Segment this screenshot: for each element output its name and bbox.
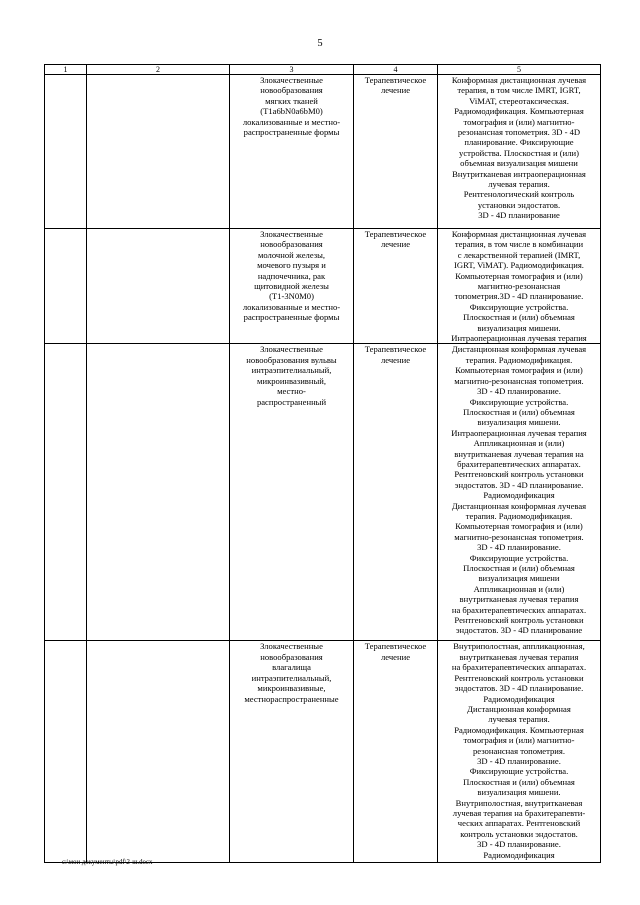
cell-text-line: ViMAT, стереотаксическая. <box>469 95 569 106</box>
cell-text-line: Интраоперационная лучевая терапия <box>451 427 587 438</box>
cell-text-line: Фиксирующие устройства. <box>469 396 569 407</box>
table-row <box>45 641 601 863</box>
cell-text-line: 3D - 4D планирование <box>478 210 560 221</box>
method-cell <box>438 641 601 863</box>
cell-text-line: Компьютерная томография и (или) <box>455 270 583 281</box>
cell-text-line: контроль установки эндостатов. <box>460 828 578 839</box>
cell-text-line: магнитно-резонансная топометрия. <box>454 375 584 386</box>
empty-cell <box>45 344 87 641</box>
cell-text-line: эндостатов. 3D - 4D планирование. <box>454 683 584 694</box>
column-number-row <box>45 65 601 75</box>
treatment-cell <box>354 229 438 344</box>
method-cell <box>438 344 601 641</box>
cell-text-line: Внутриполостная, внутритканевая <box>455 797 583 808</box>
cell-text-line: Конформная дистанционная лучевая <box>451 75 587 85</box>
cell-text-line: терапия. Радиомодификация. <box>465 354 573 365</box>
cell-text-line: Злокачественные <box>260 344 323 355</box>
page-number: 5 <box>317 38 323 49</box>
cell-text-line: Плоскостная и (или) объемная <box>463 776 575 787</box>
cell-text-line: эндостатов. 3D - 4D планирование <box>455 625 583 636</box>
empty-cell <box>87 75 230 229</box>
cell-text-line: Компьютерная томография и (или) <box>455 521 583 532</box>
cell-text-line: щитовидной железы <box>254 281 329 292</box>
cell-text-line: установки эндостатов. <box>477 199 561 210</box>
cell-text-line: локализованные и местно- <box>242 301 341 312</box>
cell-text-line: распространенный <box>256 396 327 407</box>
cell-text-line: местно- <box>277 386 306 397</box>
cell-text-line: Фиксирующие устройства. <box>469 766 569 777</box>
cell-text-line: терапия. Радиомодификация. <box>465 510 573 521</box>
cell-text-line: Аппликационная и (или) <box>473 583 565 594</box>
cell-text-line: терапия, в том числе IMRT, IGRT, <box>457 85 581 96</box>
cell-text-line: резонансная топометрия. <box>473 745 565 756</box>
treatment-cell <box>354 344 438 641</box>
cell-text-line: эндостатов. 3D - 4D планирование. <box>454 479 584 490</box>
column-number-cell: 3 <box>230 65 354 75</box>
column-number-cell: 1 <box>45 65 87 75</box>
table-row <box>45 75 601 229</box>
medical-care-table <box>44 64 601 863</box>
cell-text-line: 3D - 4D планирование. <box>477 839 561 850</box>
cell-text-line: на брахитерапевтических аппаратах. <box>451 604 587 615</box>
cell-text-line: внутритканевая лучевая терапия <box>459 594 579 605</box>
cell-text-line: Злокачественные <box>260 641 323 652</box>
cell-text-line: мочевого пузыря и <box>257 260 326 271</box>
treatment-cell <box>354 641 438 863</box>
cell-text-line: Радиомодификация. Компьютерная <box>454 724 584 735</box>
cell-text-line: новообразования вульвы <box>246 354 337 365</box>
cell-text-line: Терапевтическое <box>364 75 427 85</box>
cell-text-line: с лекарственной терапией (IMRT, <box>457 249 581 260</box>
column-number-cell: 2 <box>87 65 230 75</box>
empty-cell <box>87 229 230 344</box>
cell-text-line: лечение <box>380 239 411 250</box>
cell-text-line: планирование. Фиксирующие <box>464 137 574 148</box>
cell-text-line: ческих аппаратах. Рентгеновский <box>457 818 581 829</box>
empty-cell <box>87 641 230 863</box>
cell-text-line: лучевая терапия. <box>488 714 550 725</box>
cell-text-line: Дистанционная конформная <box>467 703 571 714</box>
disease-cell <box>230 229 354 344</box>
cell-text-line: томография и (или) магнитно- <box>463 116 575 127</box>
cell-text-line: Рентгенологический контроль <box>463 189 575 200</box>
cell-text-line: новообразования <box>260 85 323 96</box>
cell-text-line: 3D - 4D планирование. <box>477 542 561 553</box>
disease-cell <box>230 641 354 863</box>
cell-text-line: Компьютерная томография и (или) <box>455 365 583 376</box>
cell-text-line: брахитерапевтических аппаратах. <box>457 458 581 469</box>
cell-text-line: Радиомодификация. Компьютерная <box>454 106 584 117</box>
cell-text-line: внутритканевая лучевая терапия <box>459 651 579 662</box>
cell-text-line: Рентгеновский контроль установки <box>454 469 584 480</box>
empty-cell <box>45 229 87 344</box>
cell-text-line: лечение <box>380 651 411 662</box>
cell-text-line: Терапевтическое <box>364 344 427 355</box>
cell-text-line: Интраоперационная лучевая терапия <box>451 333 587 344</box>
empty-cell <box>87 344 230 641</box>
cell-text-line: мягких тканей <box>265 95 318 106</box>
cell-text-line: Внутриполостная, аппликационная, <box>453 641 585 652</box>
cell-text-line: Радиомодификация <box>483 849 555 860</box>
cell-text-line: Фиксирующие устройства. <box>469 552 569 563</box>
cell-text-line: (T1-3N0M0) <box>269 291 314 302</box>
cell-text-line: Дистанционная конформная лучевая <box>451 500 587 511</box>
cell-text-line: Радиомодификация <box>483 490 555 501</box>
cell-text-line: новообразования <box>260 239 323 250</box>
cell-text-line: визуализация мишени. <box>477 322 561 333</box>
cell-text-line: Радиомодификация <box>483 693 555 704</box>
cell-text-line: молочной железы, <box>257 249 326 260</box>
cell-text-line: интраэпителиальный, <box>251 365 332 376</box>
cell-text-line: Фиксирующие устройства. <box>469 301 569 312</box>
table-row <box>45 344 601 641</box>
cell-text-line: внутритканевая лучевая терапия на <box>454 448 584 459</box>
cell-text-line: терапия, в том числе в комбинации <box>454 239 584 250</box>
footer-file-path: c:\мои документы\pdf\2-ш.docx <box>62 859 153 866</box>
cell-text-line: объемная визуализация мишени <box>460 158 578 169</box>
cell-text-line: Злокачественные <box>260 75 323 85</box>
cell-text-line: магнитно-резонансная <box>477 281 561 292</box>
cell-text-line: интраэпителиальный, <box>251 672 332 683</box>
cell-text-line: распространенные формы <box>243 312 340 323</box>
cell-text-line: микроинвазивный, <box>257 375 326 386</box>
cell-text-line: распространенные формы <box>243 127 340 138</box>
disease-cell <box>230 75 354 229</box>
cell-text-line: резонансная топометрия. 3D - 4D <box>457 127 581 138</box>
cell-text-line: топометрия.3D - 4D планирование. <box>454 291 584 302</box>
cell-text-line: Плоскостная и (или) объемная <box>463 406 575 417</box>
cell-text-line: Внутритканевая интраоперационная <box>452 168 586 179</box>
empty-cell <box>45 641 87 863</box>
cell-text-line: микроинвазивные, <box>257 683 326 694</box>
cell-text-line: (T1a6bN0a6bM0) <box>260 106 323 117</box>
empty-cell <box>45 75 87 229</box>
cell-text-line: Рентгеновский контроль установки <box>454 672 584 683</box>
cell-text-line: Терапевтическое <box>364 229 427 239</box>
cell-text-line: Дистанционная конформная лучевая <box>451 344 587 355</box>
method-cell <box>438 229 601 344</box>
cell-text-line: визуализация мишени. <box>477 417 561 428</box>
disease-cell <box>230 344 354 641</box>
column-number-cell: 5 <box>438 65 601 75</box>
cell-text-line: Конформная дистанционная лучевая <box>451 229 587 239</box>
cell-text-line: Злокачественные <box>260 229 323 239</box>
cell-text-line: магнитно-резонансная топометрия. <box>454 531 584 542</box>
cell-text-line: надпочечника, рак <box>257 270 326 281</box>
cell-text-line: местнораспространенные <box>244 693 339 704</box>
cell-text-line: устройства. Плоскостная и (или) <box>459 147 579 158</box>
cell-text-line: Плоскостная и (или) объемная <box>463 563 575 573</box>
treatment-cell <box>354 75 438 229</box>
cell-text-line: IGRT, ViMAT). Радиомодификация. <box>454 260 584 271</box>
cell-text-line: новообразования <box>260 651 323 662</box>
cell-text-line: визуализация мишени <box>478 573 560 584</box>
cell-text-line: лучевая терапия. <box>488 179 550 190</box>
cell-text-line: Плоскостная и (или) объемная <box>463 312 575 323</box>
table-row <box>45 229 601 344</box>
cell-text-line: 3D - 4D планирование. <box>477 386 561 397</box>
cell-text-line: лечение <box>380 354 411 365</box>
column-number-cell: 4 <box>354 65 438 75</box>
cell-text-line: влагалища <box>272 662 311 673</box>
cell-text-line: лучевая терапия на брахитерапевти- <box>452 807 586 818</box>
cell-text-line: Рентгеновский контроль установки <box>454 615 584 626</box>
cell-text-line: визуализация мишени. <box>477 787 561 798</box>
method-cell <box>438 75 601 229</box>
cell-text-line: Терапевтическое <box>364 641 427 652</box>
cell-text-line: локализованные и местно- <box>242 116 341 127</box>
cell-text-line: на брахитерапевтических аппаратах. <box>451 662 587 673</box>
cell-text-line: лечение <box>380 85 411 96</box>
cell-text-line: Аппликационная и (или) <box>473 438 565 449</box>
cell-text-line: 3D - 4D планирование. <box>477 755 561 766</box>
cell-text-line: томография и (или) магнитно- <box>463 735 575 746</box>
